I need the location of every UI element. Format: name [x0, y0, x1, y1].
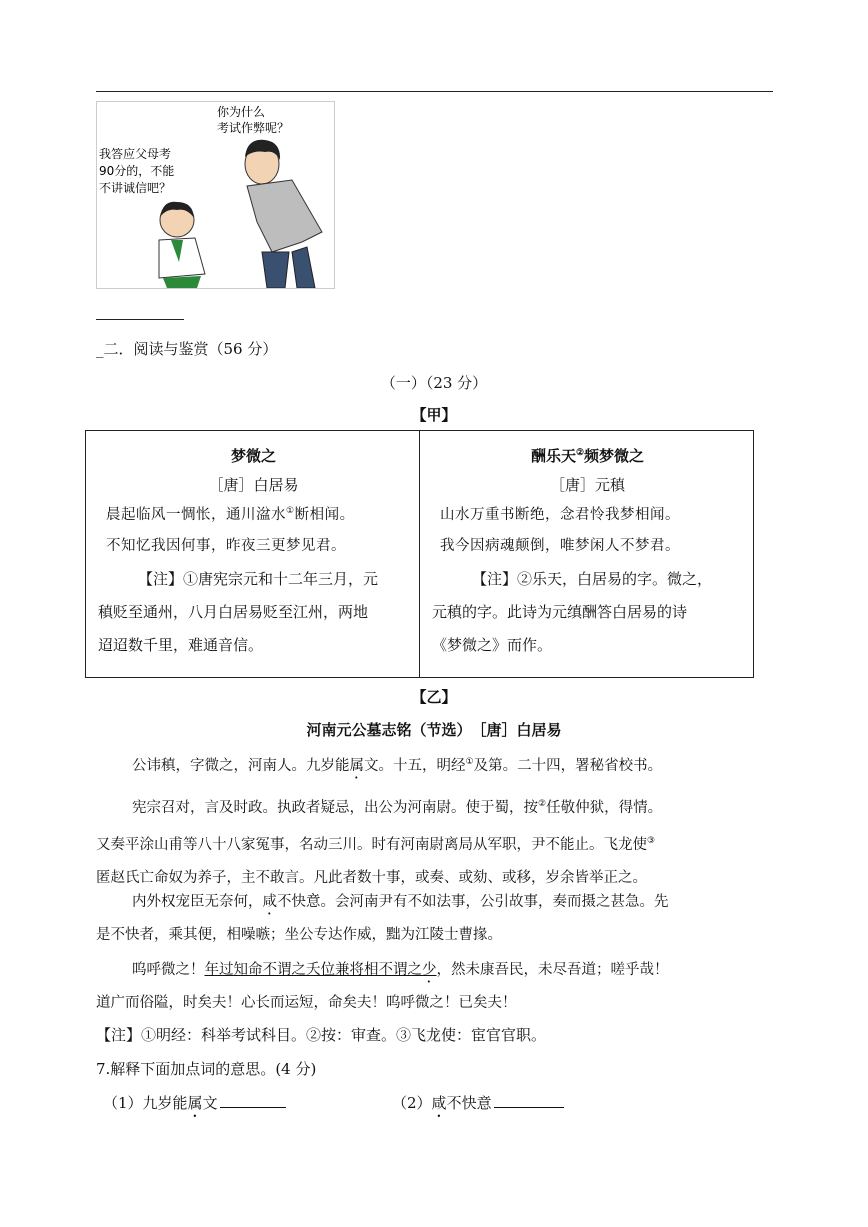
subsection-title: （一）（23 分）: [380, 374, 488, 392]
student-bubble-line1: 我答应父母考: [99, 147, 172, 161]
student-bubble-line3: 不讲诚信吧？: [99, 181, 172, 195]
essay-paragraph-4: 呜呼微之！年过知命不谓之夭位兼将相不谓之少，然未康吾民，未尽吾道；嗟乎哉！ 道广而俗隘，时矣夫！心长而运短，命矣夫！呜呼微之！已矣夫！: [96, 962, 669, 1011]
teacher-bubble-line1: 你为什么: [217, 105, 266, 119]
label-yi: 【乙】: [411, 688, 457, 706]
answer-blank-2[interactable]: [494, 1093, 564, 1108]
question-7-stem: 7.解释下面加点词的意思。(4 分): [96, 1060, 317, 1078]
essay-paragraph-1: 公讳稹，字微之，河南人。九岁能属文。十五，明经①及第。二十四，署秘省校书。: [132, 757, 663, 774]
poem-left-line2: 不知忆我因何事，昨夜三更梦见君。: [106, 538, 346, 554]
poem-left-author: ［唐］白居易: [208, 476, 299, 494]
label-jia: 【甲】: [411, 406, 457, 424]
poem-right-title: 酬乐天②频梦微之: [530, 447, 645, 465]
question-7-part-2: （2）咸不快意: [392, 1092, 564, 1121]
poem-left-line1: 晨起临风一惆怅，通川湓水①断相闻。: [106, 506, 355, 523]
poem-right-line2: 我今因病魂颠倒，唯梦闲人不梦君。: [440, 538, 680, 554]
poem-left-note: 【注】①唐宪宗元和十二年三月，元 稹贬至通州，八月白居易贬至江州，两地 迢迢数千里，难通音信。: [98, 570, 379, 654]
short-rule: [96, 319, 184, 320]
poem-right-author: ［唐］元稹: [549, 476, 625, 494]
essay-paragraph-3: 内外权宠臣无奈何，咸不快意。会河南尹有不如法事，公引故事，奏而摄之甚急。先 是不快者，乘其便，相噪嗾；坐公专达作威，黜为江陵士曹掾。: [96, 894, 669, 943]
essay-paragraph-2: 宪宗召对，言及时政。执政者疑忌，出公为河南尉。使于蜀，按②任敬仲狱，得情。 又奏平涂山甫等八十八家冤事，名动三川。时有河南尉离局从军职，尹不能止。飞龙使③ 匿赵氏亡命奴为养子，主不敢言。凡此者数十事，或奏、或劾、或移，岁余皆举正之。: [96, 799, 663, 886]
teacher-bubble-line2: 考试作弊呢？: [217, 121, 290, 135]
top-rule: [96, 91, 773, 92]
poem-right-note: 【注】②乐天，白居易的字。微之， 元稹的字。此诗为元缜酬答白居易的诗 《梦微之》而作。: [432, 570, 713, 654]
poem-right-line1: 山水万重书断绝，念君怜我梦相闻。: [440, 507, 680, 523]
essay-title: 河南元公墓志铭（节选） ［唐］白居易: [306, 721, 562, 739]
answer-blank-1[interactable]: [220, 1093, 286, 1108]
poems-table: [85, 430, 754, 678]
poem-left-title: 梦微之: [230, 447, 276, 465]
poem-left-cell: [86, 431, 420, 678]
essay-note: 【注】①明经：科举考试科目。②按：审查。③飞龙使：宦官官职。: [96, 1026, 547, 1044]
question-7-part-1: （1）九岁能属文: [103, 1092, 286, 1121]
underlined-sentence: 年过知命不谓之夭位兼将相不谓之少: [204, 962, 437, 978]
cartoon-illustration: [96, 101, 335, 289]
poem-right-cell: [420, 431, 754, 678]
section-title: _二．阅读与鉴赏（56 分）: [96, 340, 278, 358]
student-bubble-line2: 90分的，不能: [99, 164, 175, 178]
